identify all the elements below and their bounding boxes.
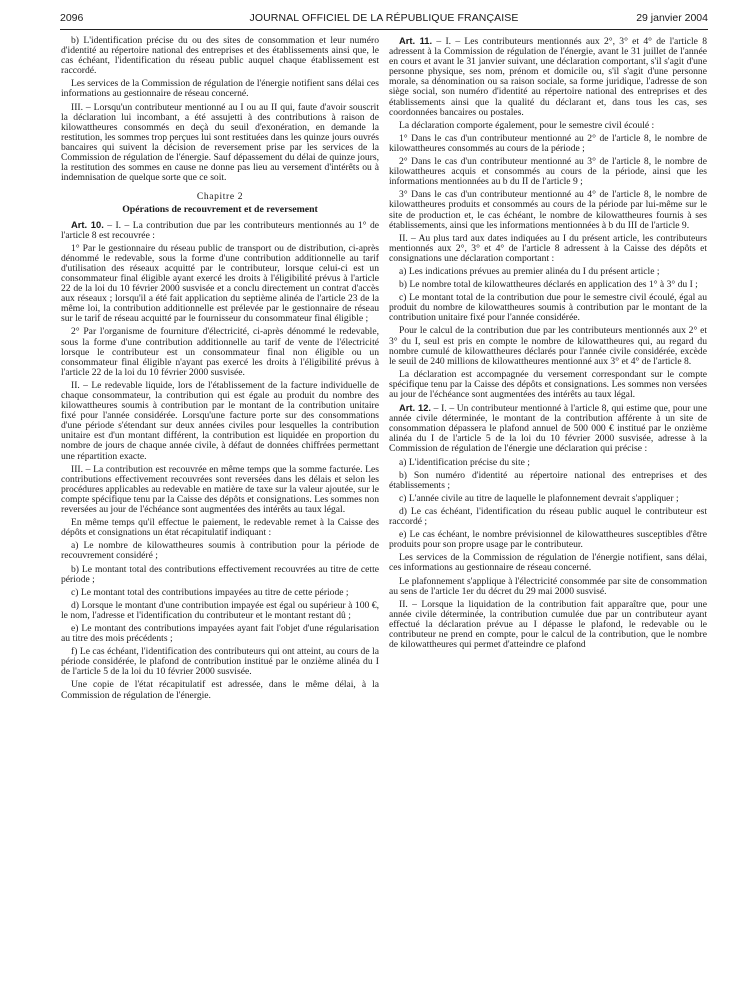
- list-item: c) Le montant total de la contribution due pour le semestre civil écoulé, égal au produit du nombre de kilowattheures soumis à contribution par le montant de la contribution unitaire fixé pour l'année considérée.: [389, 292, 707, 324]
- article-12-label: Art. 12.: [399, 402, 432, 414]
- article-11-intro: [389, 36, 707, 118]
- paragraph: II. – Le redevable liquide, lors de l'établissement de la facture individuelle de chaque consommateur, la contribution qui est égale au produit du nombre des kilowattheures soumis à contribution par le montant de la contribution unitaire fixé pour l'année considérée. Lorsqu'une facture porte sur des consommations d'une période s'étendant sur deux années civiles pour lesquelles la contribution unitaire est d'un montant différent, la contribution est liquidée en proportion du nombre de jours de chaque année civile, à défaut de données chiffrées permettant une répartition exacte.: [61, 379, 379, 462]
- list-item: d) Lorsque le montant d'une contribution impayée est égal ou supérieur à 100 €, le nom, l'adresse et l'identification du contributeur et le montant restant dû ;: [61, 599, 379, 621]
- list-item: b) Son numéro d'identité au répertoire national des entreprises et des établissements ;: [389, 469, 707, 491]
- list-item: a) Les indications prévues au premier alinéa du I du présent article ;: [399, 265, 660, 277]
- list-item: c) L'année civile au titre de laquelle le plafonnement devrait s'appliquer ;: [399, 492, 679, 504]
- list-item: a) L'identification précise du site ;: [399, 456, 530, 468]
- page-number: 2096: [60, 12, 84, 24]
- list-item: a) Le nombre de kilowattheures soumis à contribution pour la période de recouvrement considéré ;: [61, 540, 379, 562]
- paragraph: Les services de la Commission de régulation de l'énergie notifient, sans délai, ces informations au gestionnaire de réseau concerné.: [389, 552, 707, 574]
- paragraph: En même temps qu'il effectue le paiement, le redevable remet à la Caisse des dépôts et consignations un état récapitulatif indiquant :: [61, 517, 379, 539]
- list-item: f) Le cas échéant, l'identification des contributeurs qui ont atteint, au cours de la période considérée, le plafond de contribution institué par le onzième alinéa du I de l'article 5 de la loi du 10 février 2000 susvisée.: [61, 646, 379, 678]
- list-item: d) Le cas échéant, l'identification du réseau public auquel le contributeur est raccordé ;: [389, 505, 707, 528]
- journal-title: JOURNAL OFFICIEL DE LA RÉPUBLIQUE FRANÇAISE: [249, 12, 519, 24]
- paragraph: Pour le calcul de la contribution due par les contributeurs mentionnés aux 2° et 3° du I, seul est pris en compte le nombre de kilowattheures qui, au regard du nombre cumulé de kilowattheures déclarés pour l'année civile considérée, excède le seuil de 240 millions de kilowattheures mentionné aux 3° et 4° de l'article 8.: [389, 325, 707, 367]
- chapter-heading: Chapitre 2: [196, 191, 244, 203]
- article-10-intro: [61, 220, 379, 241]
- header-rule: [60, 29, 708, 30]
- section-heading: Opérations de recouvrement et de reversement: [122, 204, 318, 216]
- article-12-text: – I. – Un contributeur mentionné à l'article 8, qui estime que, pour une année civile déterminée, le montant de la contribution afférente à un site de consommation dépassera le plafond annuel de 500 000 € institué par le onzième alinéa du I de l'article 5 de la loi du 10 février 2000 susvisée, adresse à la Commission de régulation de l'énergie une déclaration qui précise :: [389, 403, 707, 455]
- paragraph: b) L'identification précise du ou des sites de consommation et leur numéro d'identité au répertoire national des entreprises et des établissements ainsi que, le cas échéant, l'identification du réseau public auquel chaque établissement est raccordé.: [61, 36, 379, 77]
- article-10-text: – I. – La contribution due par les contributeurs mentionnés au 1° de l'article 8 est recouvrée :: [61, 219, 379, 241]
- page-header: [60, 12, 708, 28]
- list-item: e) Le montant des contributions impayées ayant fait l'objet d'une régularisation au titre des mois précédents ;: [61, 622, 379, 645]
- paragraph: III. – Lorsqu'un contributeur mentionné au I ou au II qui, faute d'avoir souscrit la déclaration lui incombant, a été assujetti à des contributions à raison de kilowattheures consommés en deçà du seuil d'exonération, en demande la restitution, les sommes trop perçues lui sont restituées dans les quinze jours ouvrés bancaires qui suivent la décision de reversement prise par les services de la Commission de régulation de l'énergie. Sauf dépassement du délai de quinze jours, la restitution des sommes en cause ne donne pas lieu au versement d'intérêts ou à indemnisation de quelque sorte que ce soit.: [61, 101, 379, 184]
- article-11-text: – I. – Les contributeurs mentionnés aux 2°, 3° et 4° de l'article 8 adressent à la Commission de régulation de l'énergie, avant le 31 juillet de l'année en cours et avant le 31 janvier suivant, une déclaration comportant, s'il s'agit d'une personne physique, ses nom, prénom et domicile ou, s'il s'agit d'une personne morale, sa dénomination ou sa raison sociale, sa forme juridique, l'adresse de son siège social, son numéro d'identité au répertoire national des entreprises et des établissements ainsi que la qualité du déclarant et, dans tous les cas, ses coordonnées bancaires ou postales.: [389, 36, 707, 118]
- article-10-label: Art. 10.: [71, 218, 104, 230]
- paragraph: III. – La contribution est recouvrée en même temps que la somme facturée. Les contributions effectivement recouvrées sont reversées dans les délais et selon les procédures applicables au redevable en matière de taxe sur la valeur ajoutée, sur le compte spécifique tenu par la Caisse des dépôts et consignations. Les sommes non reversées au jour de l'échéance sont augmentées des intérêts au taux légal.: [61, 463, 379, 516]
- list-item: 2° Dans le cas d'un contributeur mentionné au 3° de l'article 8, le nombre de kilowattheures acquis et consommés au cours de la période, ainsi que les informations mentionnées au b du II de l'article 9 ;: [389, 156, 707, 188]
- list-item: c) Le montant total des contributions impayées au titre de cette période ;: [71, 586, 349, 598]
- issue-date: 29 janvier 2004: [636, 12, 708, 24]
- list-item: 3° Dans le cas d'un contributeur mentionné au 4° de l'article 8, le nombre de kilowattheures produits et consommés au cours de la période par lui-même sur le site de production et, le cas échéant, le nombre de kilowattheures fournis à ses établissements, ainsi que les informations mentionnées à b du III de l'article 9.: [389, 189, 707, 231]
- paragraph: II. – Lorsque la liquidation de la contribution fait apparaître que, pour une année civile déterminée, la contribution cumulée due par un contributeur ayant effectué la déclaration prévue au I dépasse le plafond, le redevable ou le contributeur ne prend en compte, pour le calcul de la contribution, que le nombre de kilowattheures qui permet d'atteindre ce plafond: [389, 598, 707, 651]
- paragraph: Le plafonnement s'applique à l'électricité consommée par site de consommation au sens de l'article 1er du décret du 29 mai 2000 susvisé.: [389, 575, 707, 597]
- paragraph: 1° Par le gestionnaire du réseau public de transport ou de distribution, ci-après dénommé le redevable, sous la forme d'une contribution additionnelle au tarif d'utilisation des réseaux acquitté par le contributeur, lorsque celui-ci est un consommateur final éligible ayant exercé les droits à l'éligibilité prévus à l'article 22 de la loi du 10 février 2000 susvisée et a conclu directement un contrat d'accès aux réseaux ; lorsqu'il a été fait application du septième alinéa de l'article 23 de la même loi, la contribution additionnelle est prélevée par le gestionnaire de réseau sur le tarif de réseau acquitté par le fournisseur du consommateur final éligible ;: [61, 242, 379, 325]
- paragraph: Une copie de l'état récapitulatif est adressée, dans le même délai, à la Commission de régulation de l'énergie.: [61, 679, 379, 701]
- left-column: [61, 36, 379, 980]
- paragraph: Les services de la Commission de régulation de l'énergie notifient sans délai ces informations au gestionnaire de réseau concerné.: [61, 78, 379, 100]
- list-item: b) Le nombre total de kilowattheures déclarés en application des 1° à 3° du I ;: [399, 279, 698, 291]
- paragraph: 2° Par l'organisme de fourniture d'électricité, ci-après dénommé le redevable, sous la forme d'une contribution additionnelle au tarif de vente de l'électricité lorsque le contributeur est un consommateur final non éligible ou un consommateur final éligible n'ayant pas exercé les droits à l'éligibilité prévus à l'article 22 de la loi du 10 février 2000 susvisée.: [61, 326, 379, 378]
- list-item: e) Le cas échéant, le nombre prévisionnel de kilowattheures susceptibles d'être produits pour son propre usage par le contributeur.: [389, 529, 707, 551]
- paragraph: II. – Au plus tard aux dates indiquées au I du présent article, les contributeurs mentionnés aux 2°, 3° et 4° de l'article 8 adressent à la Caisse des dépôts et consignations une déclaration comportant :: [389, 232, 707, 264]
- list-item: b) Le montant total des contributions effectivement recouvrées au titre de cette période ;: [61, 563, 379, 585]
- paragraph: La déclaration est accompagnée du versement correspondant sur le compte spécifique tenu par la Caisse des dépôts et consignations. Les sommes non versées au jour de l'échéance sont augmentées des intérêts au taux légal.: [389, 368, 707, 400]
- paragraph: La déclaration comporte également, pour le semestre civil écoulé :: [399, 119, 655, 131]
- article-12-intro: [389, 403, 707, 454]
- right-column: [389, 36, 707, 980]
- article-11-label: Art. 11.: [399, 36, 433, 46]
- list-item: 1° Dans le cas d'un contributeur mentionné au 2° de l'article 8, le nombre de kilowattheures consommés au cours de la période ;: [389, 132, 707, 154]
